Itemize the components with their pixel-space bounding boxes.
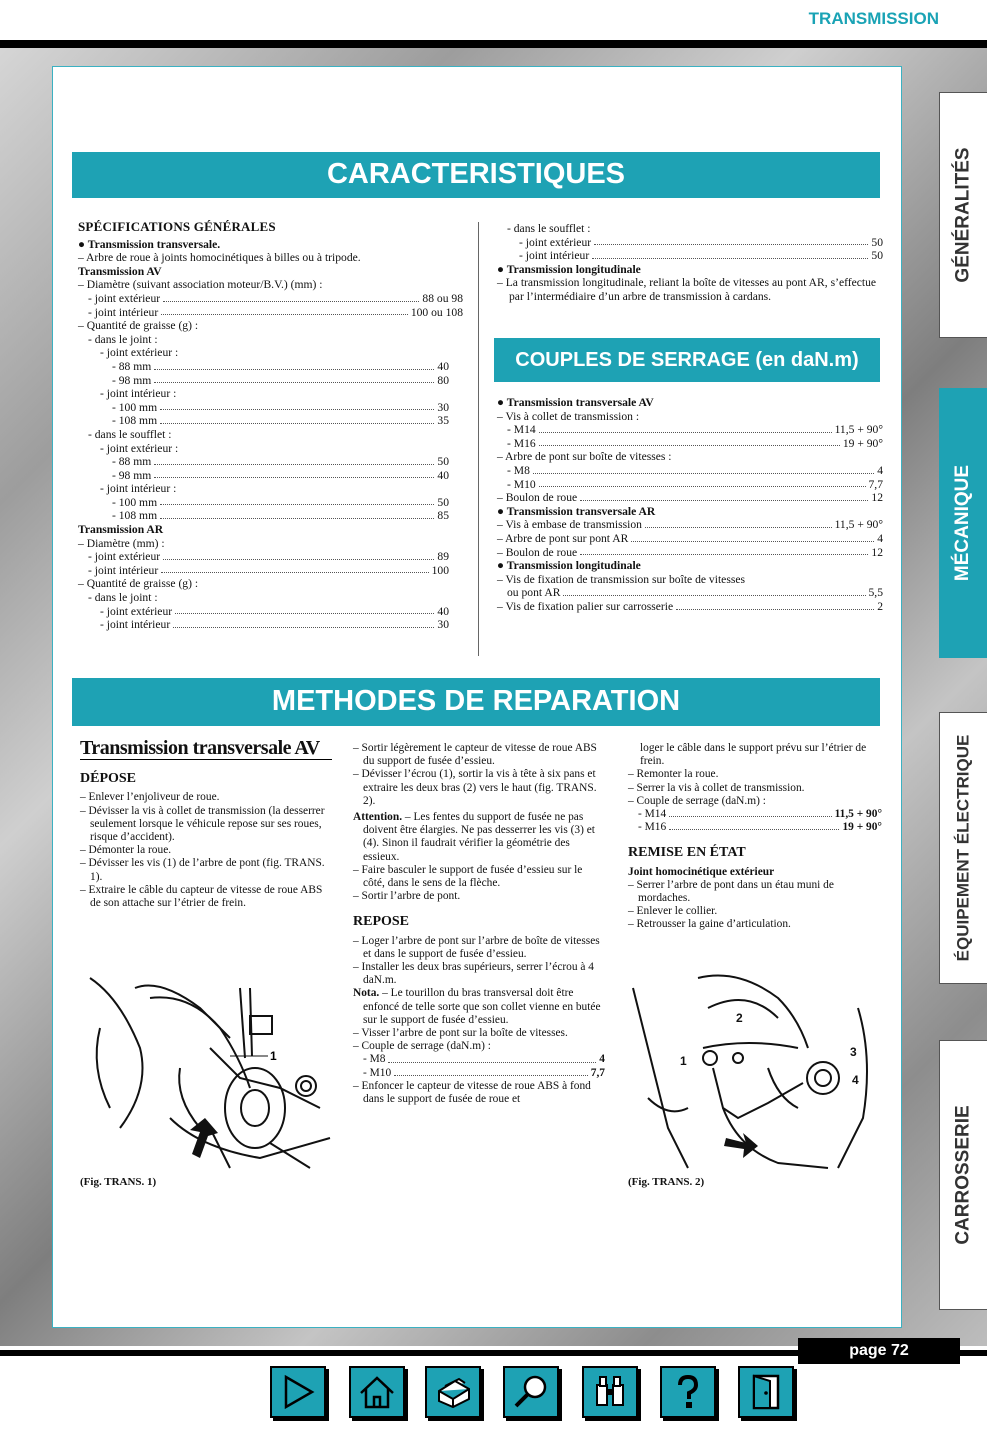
remise-heading: REMISE EN ÉTAT (628, 845, 746, 861)
column-divider (478, 222, 479, 656)
long-text: – La transmission longitudinale, reliant la boîte de vitesses au pont AR, s’effectue par l’intermédiaire d’un arbre de transmission à cardans. (497, 276, 877, 303)
arbre-pont: – Arbre de pont sur boîte de vitesses : (497, 450, 672, 464)
spec-line: - 108 mm 35 (112, 414, 449, 428)
help-icon (668, 1373, 708, 1411)
fig-trans-1-illustration (80, 968, 342, 1173)
ar-qg: – Quantité de graisse (g) : (78, 577, 199, 591)
spec-line: - joint intérieur 100 ou 108 (88, 305, 463, 319)
torque-line: - M14 11,5 + 90° (507, 423, 883, 437)
step: – Extraire le câble du capteur de vitesse de roue ABS de son attache sur l’étrier de frein. (80, 883, 323, 910)
fig2-caption: (Fig. TRANS. 2) (628, 1176, 705, 1188)
step: – Loger l’arbre de pont sur l’arbre de boîte de vitesses et dans le support de fusée d’essieu. (353, 934, 600, 960)
je: - joint extérieur : (100, 441, 179, 455)
step: – Dévisser l’écrou (1), sortir la vis à tête à six pans et extraire les deux bras (2) vers le haut (fig. TRANS. 2). (353, 768, 597, 807)
methods-column-3 (628, 742, 882, 932)
step: – Enfoncer le capteur de vitesse de roue ABS à fond dans le support de fusée de roue et (353, 1079, 591, 1106)
step: – Sortir l’arbre de pont. (353, 890, 461, 903)
ar-dans-joint: - dans le joint : (88, 591, 158, 605)
exit-button[interactable] (738, 1366, 794, 1418)
couples-tar: ● Transmission transversale AR (497, 504, 656, 518)
methods-column-1 (80, 737, 332, 910)
step: – Démonter la roue. (80, 844, 172, 857)
next-button[interactable] (270, 1366, 326, 1418)
home-button[interactable] (349, 1366, 405, 1418)
step: – Remonter la roue. (628, 768, 719, 781)
fig-trans-2-illustration (628, 968, 882, 1173)
print-icon (433, 1373, 473, 1411)
spec-line: - 100 mm 30 (112, 400, 449, 414)
torque-line: - M10 7,7 (507, 477, 883, 491)
depose-heading: DÉPOSE (80, 771, 137, 787)
ji: - joint intérieur : (100, 482, 177, 496)
svg-text:1: 1 (270, 1049, 277, 1063)
svg-text:4: 4 (852, 1073, 859, 1087)
print-button[interactable] (425, 1366, 481, 1418)
tt-head: ● Transmission transversale. (78, 237, 221, 251)
attention-note: Attention. – Les fentes du support de fusée ne pas doivent être élargies. Ne pas desserrer les vis (3) et (4). Sinon il faudrait vérifier la géométrie des essieux. (353, 811, 595, 863)
step: – Enlever l’enjoliveur de roue. (80, 791, 220, 804)
home-icon (357, 1373, 397, 1411)
step: – Sortir légèrement le capteur de vitesse de roue ABS du support de fusée d’essieu. (353, 742, 597, 768)
je: - joint extérieur : (100, 346, 179, 360)
step: – Installer les deux bras supérieurs, serrer l’écrou à 4 daN.m. (353, 961, 595, 987)
av-qg: – Quantité de graisse (g) : (78, 319, 199, 333)
tt-line: – Arbre de roue à joints homocinétiques à billes ou à tripode. (78, 251, 361, 265)
step: loger le câble dans le support prévu sur l’étrier de frein. (640, 742, 867, 768)
couples-banner: COUPLES DE SERRAGE (en daN.m) (494, 338, 880, 382)
repose-heading: REPOSE (353, 914, 410, 930)
torque-line: – Boulon de roue 12 (497, 491, 883, 505)
vis-fix: – Vis de fixation de transmission sur boîte de vitesses (497, 572, 746, 586)
spec-line: - 108 mm 85 (112, 509, 449, 523)
spec-line: - joint extérieur 40 (100, 604, 449, 618)
torque-line: - M14 11,5 + 90° (638, 808, 882, 821)
binoculars-button[interactable] (582, 1366, 638, 1418)
torque-line: - M10 7,7 (363, 1066, 605, 1079)
tab-equipement-electrique[interactable]: ÉQUIPEMENT ÉLECTRIQUE (939, 712, 987, 984)
long-head: ● Transmission longitudinale (497, 262, 641, 276)
section-title: TRANSMISSION (808, 9, 939, 28)
joint-heading: Joint homocinétique extérieur (628, 865, 775, 878)
caracteristiques-banner: CARACTERISTIQUES (72, 152, 880, 198)
step: – Couple de serrage (daN.m) : (628, 794, 766, 807)
step: – Dévisser la vis à collet de transmission (la desserrer seulement lorsque le véhicule repose sur ses roues, risque d’accident). (80, 804, 325, 844)
spec-line: - 88 mm 50 (112, 455, 449, 469)
av-head: Transmission AV (78, 264, 162, 278)
torque-line: – Vis à embase de transmission 11,5 + 90° (497, 518, 883, 532)
specs-title: SPÉCIFICATIONS GÉNÉRALES (78, 219, 276, 234)
next-icon (278, 1373, 318, 1411)
svg-text:3: 3 (850, 1045, 857, 1059)
step: – Faire basculer le support de fusée d’essieu sur le côté, dans le sens de la flèche. (353, 863, 583, 890)
ar-diam: – Diamètre (mm) : (78, 536, 165, 550)
couples-tl: ● Transmission longitudinale (497, 559, 641, 573)
binoculars-icon (590, 1373, 630, 1411)
nota-note: Nota. – Le tourillon du bras transversal doit être enfoncé de telle sorte que son collet vienne en butée sur le support de fusée d’essieu. (353, 987, 601, 1026)
spec-line: - joint extérieur 89 (88, 550, 449, 564)
svg-text:1: 1 (680, 1054, 687, 1068)
spec-line: - joint intérieur 100 (88, 563, 449, 577)
couples-tav: ● Transmission transversale AV (497, 396, 654, 409)
torque-line: - M8 4 (507, 463, 883, 477)
spec-line: - joint intérieur 30 (100, 618, 449, 632)
torque-line: – Boulon de roue 12 (497, 545, 883, 559)
dans-soufflet: - dans le soufflet : (88, 427, 172, 441)
step: – Visser l’arbre de pont sur la boîte de vitesses. (353, 1027, 568, 1040)
top-bar (0, 40, 987, 48)
page-number: page 72 (798, 1338, 960, 1364)
ji: - joint intérieur : (100, 387, 177, 401)
search-icon (511, 1373, 551, 1411)
spec-line: - joint intérieur 50 (519, 249, 883, 263)
spec-line: - 98 mm 80 (112, 373, 449, 387)
step: – Enlever le collier. (628, 905, 718, 918)
step: – Retrousser la gaine d’articulation. (628, 918, 791, 931)
search-button[interactable] (503, 1366, 559, 1418)
ar-head: Transmission AR (78, 523, 164, 537)
step: – Dévisser les vis (1) de l’arbre de pont (fig. TRANS. 1). (80, 857, 325, 883)
specs-column-right (497, 222, 883, 304)
help-button[interactable] (660, 1366, 716, 1418)
dans-joint: - dans le joint : (88, 332, 158, 346)
spec-line: - 98 mm 40 (112, 468, 449, 482)
spec-line: - 88 mm 40 (112, 359, 449, 373)
methodes-banner: METHODES DE REPARATION (72, 678, 880, 726)
step: – Serrer la vis à collet de transmission. (628, 781, 805, 794)
torque-line: ou pont AR 5,5 (507, 586, 883, 600)
methods-column-2 (353, 742, 605, 1106)
torque-line: – Vis de fixation palier sur carrosserie 2 (497, 599, 883, 613)
tab-generalites[interactable]: GÉNÉRALITÉS (939, 92, 987, 338)
tab-carrosserie[interactable]: CARROSSERIE (939, 1040, 987, 1310)
tab-mecanique[interactable]: MÉCANIQUE (939, 388, 987, 658)
spec-line: - joint extérieur 50 (519, 235, 883, 249)
spec-line: - 100 mm 50 (112, 495, 449, 509)
specs-column-left (78, 220, 463, 632)
couples-column (497, 396, 883, 614)
spec-line: - joint extérieur 88 ou 98 (88, 291, 463, 305)
torque-line: - M16 19 + 90° (507, 436, 883, 450)
step: – Couple de serrage (daN.m) : (353, 1040, 491, 1053)
exit-icon (746, 1373, 786, 1411)
svg-text:2: 2 (736, 1011, 743, 1025)
av-diam: – Diamètre (suivant association moteur/B.V.) (mm) : (78, 278, 323, 292)
r-dans-soufflet: - dans le soufflet : (507, 222, 591, 235)
vis-collet: – Vis à collet de transmission : (497, 409, 640, 423)
step: – Serrer l’arbre de pont dans un étau muni de mordaches. (628, 878, 834, 905)
torque-line: - M16 19 + 90° (638, 821, 882, 834)
torque-line: – Arbre de pont sur pont AR 4 (497, 531, 883, 545)
depose-list (80, 791, 332, 910)
torque-line: - M8 4 (363, 1053, 605, 1066)
methods-title: Transmission transversale AV (80, 742, 332, 760)
fig1-caption: (Fig. TRANS. 1) (80, 1176, 157, 1188)
